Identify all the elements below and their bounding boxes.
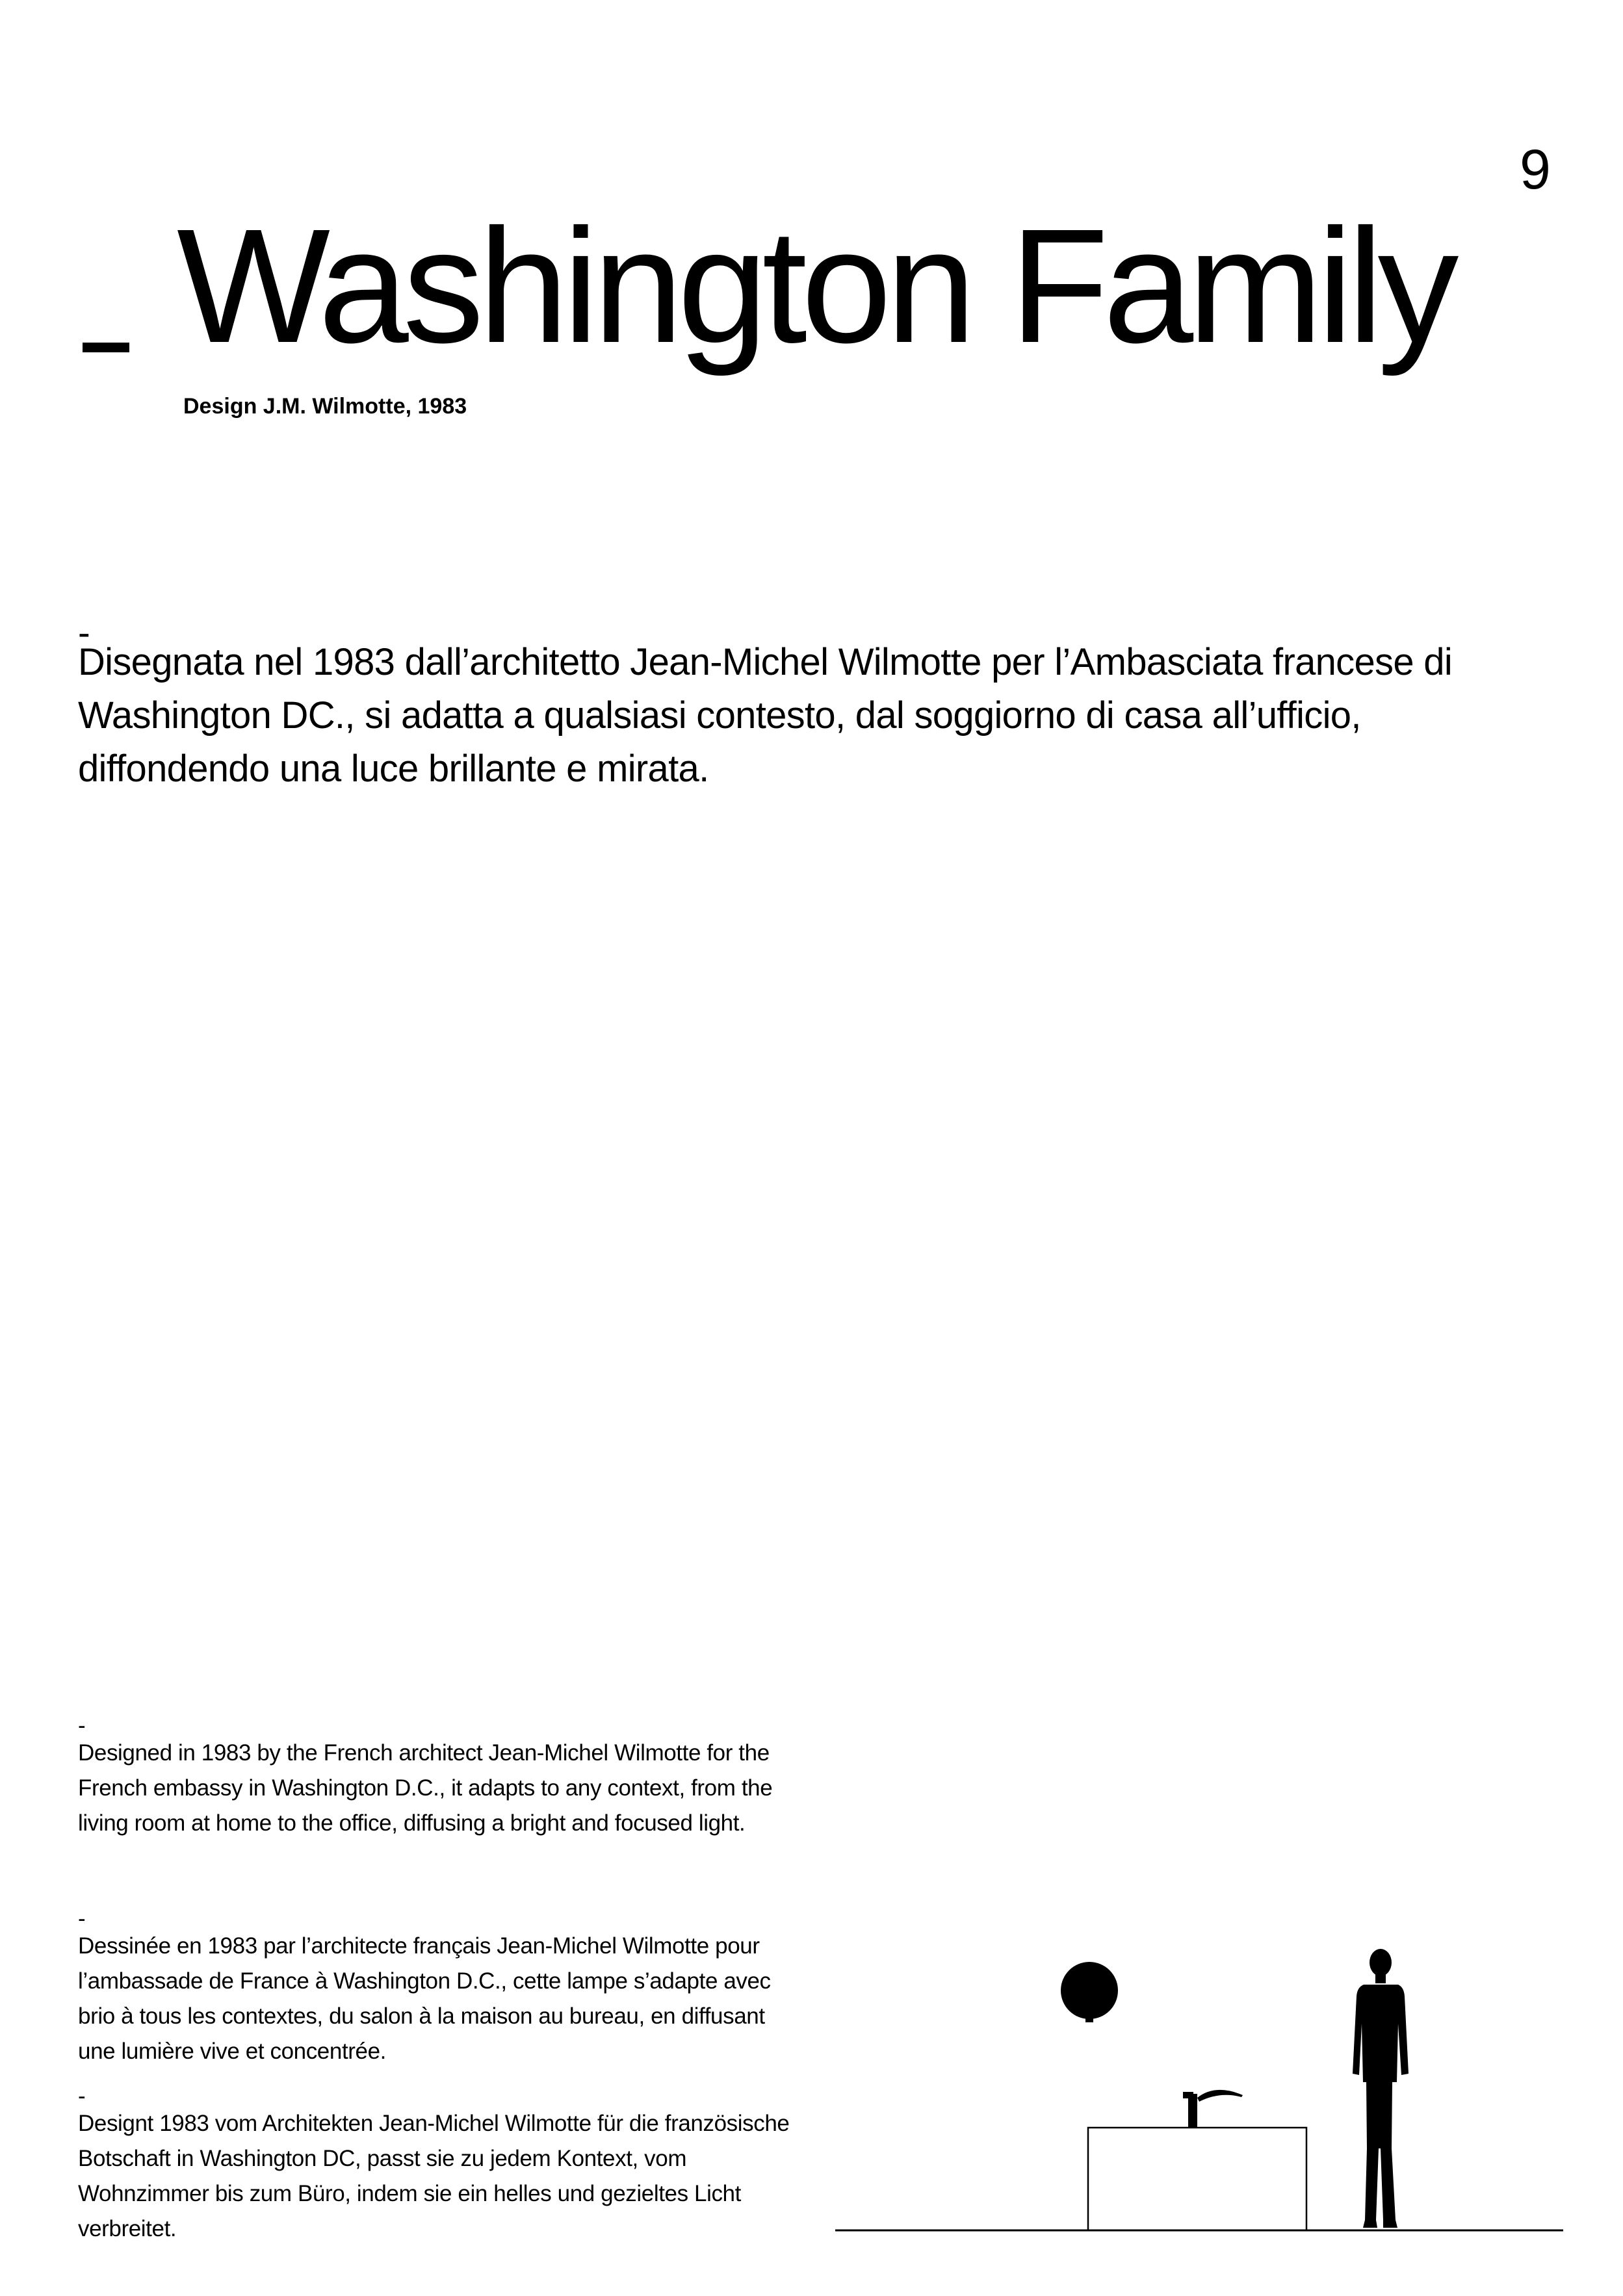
description-german — [78, 2083, 806, 2247]
description-french-dash: - — [78, 1906, 86, 1931]
description-english-text: Designed in 1983 by the French architect Jean-Michel Wilmotte for the French embassy in Washington D.C., it adapts to any context, from the living room at home to the office, diffusing a bright and focused light. — [78, 1740, 773, 1836]
person-silhouette-icon — [1353, 1949, 1409, 2228]
scale-illustration — [835, 1940, 1563, 2239]
description-german-dash: - — [78, 2083, 86, 2109]
description-french — [78, 1906, 806, 2069]
page-title: Washington Family — [177, 195, 1453, 376]
desk-lamp-icon — [1183, 2090, 1243, 2128]
intro-text-italian: Disegnata nel 1983 dall’architetto Jean-Michel Wilmotte per l’Ambasciata francese di Washington DC., si adatta a qualsiasi contesto, dal soggiorno di casa all’ufficio, diffondendo una luce brillante e mirata. — [78, 641, 1453, 790]
page-number: 9 — [1520, 138, 1551, 201]
intro-dash: - — [78, 612, 90, 653]
description-french-text: Dessinée en 1983 par l’architecte français Jean-Michel Wilmotte pour l’ambassade de France à Washington D.C., cette lampe s’adapte avec brio à tous les contextes, du salon à la maison au bureau, en diffusant une lumière vive et concentrée. — [78, 1933, 771, 2064]
title-dash — [83, 343, 129, 352]
description-english — [78, 1713, 806, 1841]
description-english-dash: - — [78, 1713, 86, 1738]
pendant-lamp-icon — [1061, 1962, 1118, 2022]
designer-credit: Design J.M. Wilmotte, 1983 — [183, 394, 467, 419]
description-german-text: Designt 1983 vom Architekten Jean-Michel Wilmotte für die französische Botschaft in Washington DC, passt sie zu jedem Kontext, vom Wohnzimmer bis zum Büro, indem sie ein helles und gezieltes Licht verbreitet. — [78, 2111, 790, 2241]
table-icon — [1088, 2128, 1306, 2230]
